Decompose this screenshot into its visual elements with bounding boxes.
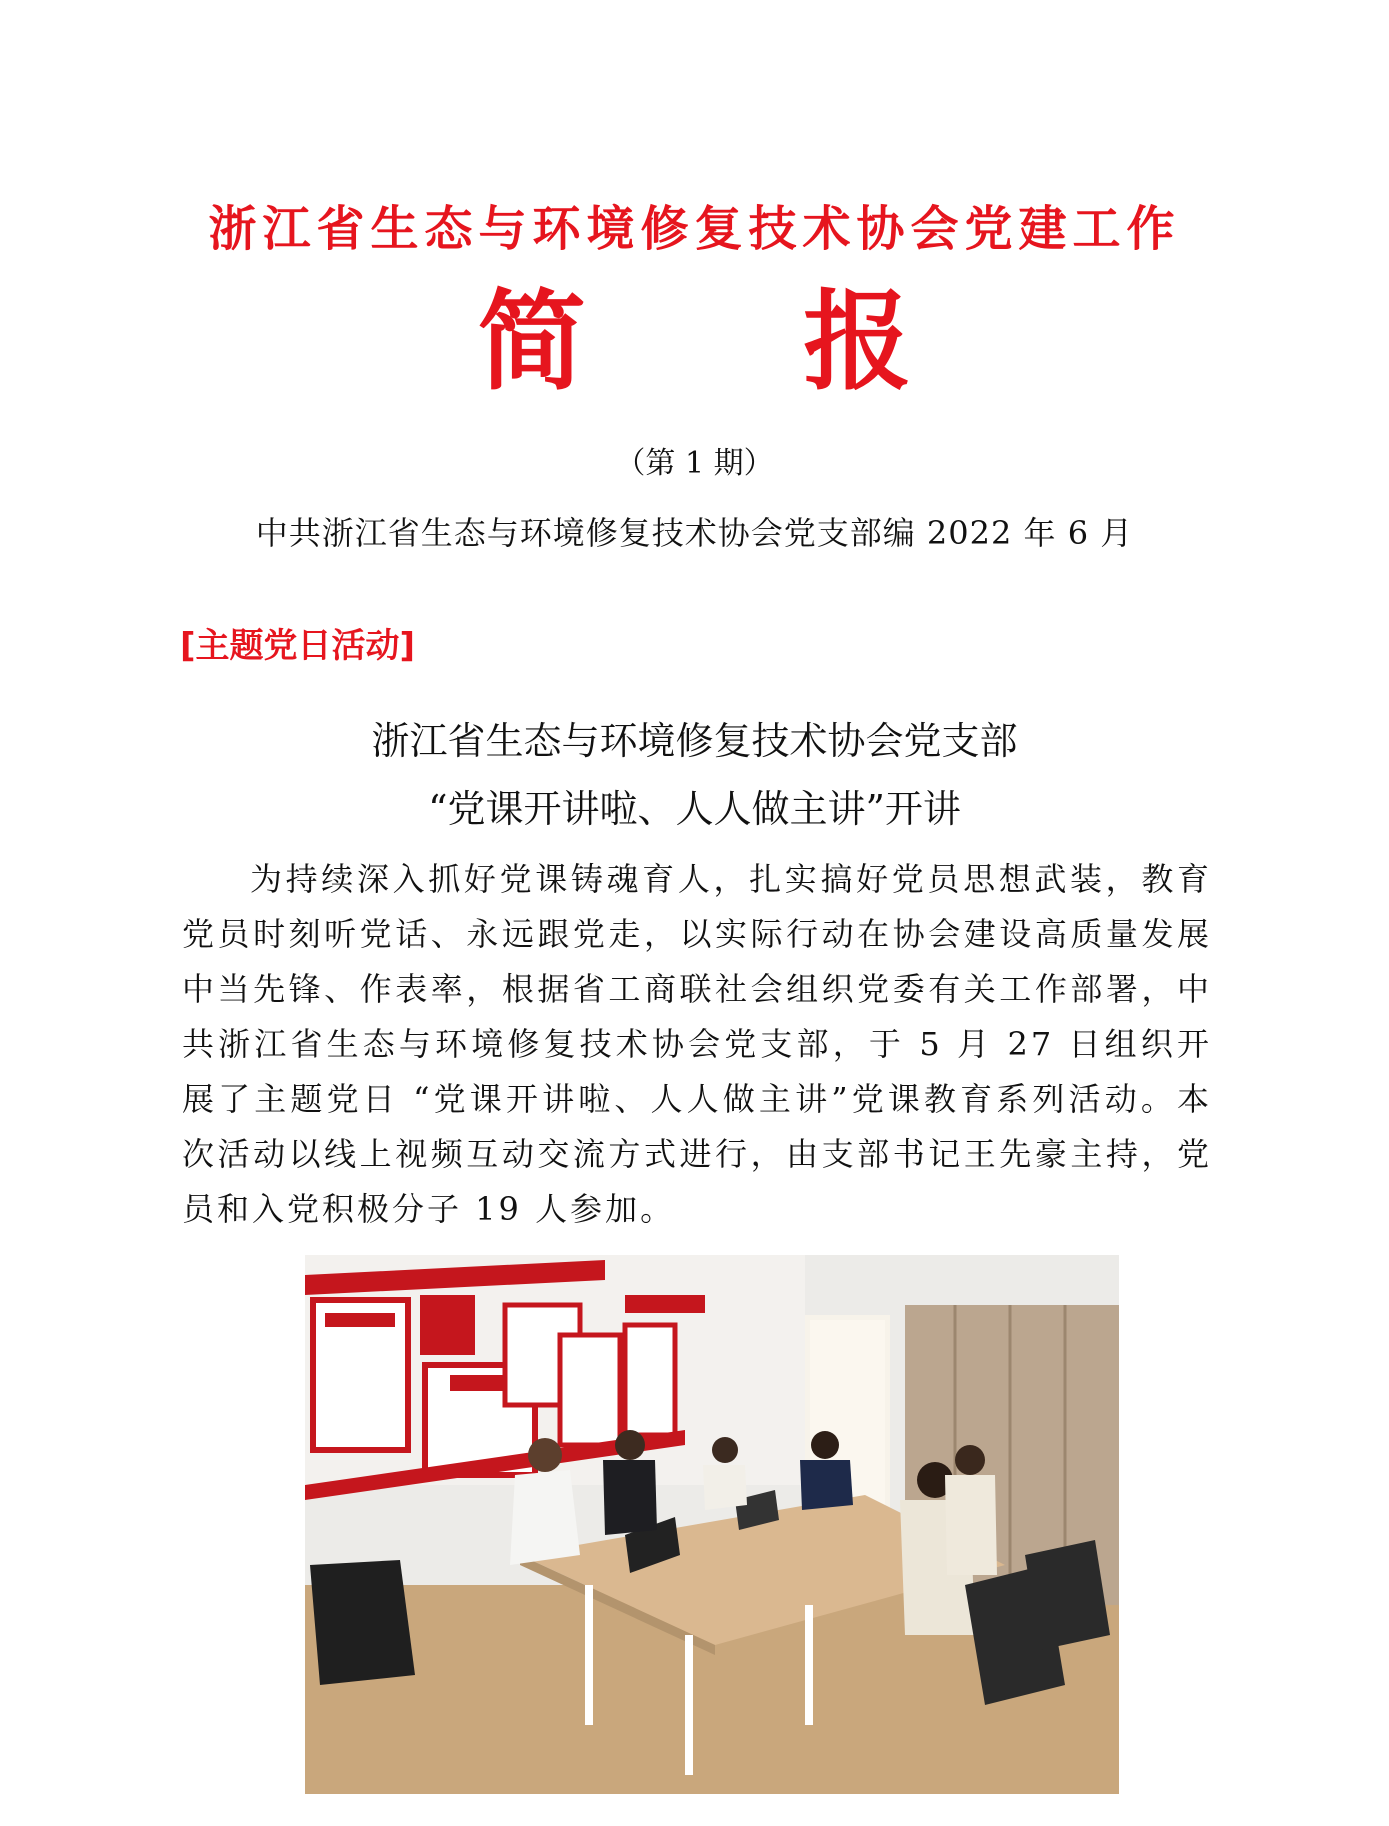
editor-line: 中共浙江省生态与环境修复技术协会党支部编 2022 年 6 月 — [255, 514, 1134, 552]
article-title-line2: “党课开讲啦、人人做主讲”开讲 — [428, 787, 961, 831]
issue-number: （第 1 期） — [615, 446, 774, 481]
article-paragraph: 为持续深入抓好党课铸魂育人，扎实搞好党员思想武装，教育党员时刻听党话、永远跟党走，以实际行动在协会建设高质量发展中当先锋、作表率，根据省工商联社会组织党委有关工作部署，中共浙江省生态与环境修复技术协会党支部，于 5 月 27 日组织开展了主题党日 “党课开讲啦、人人做主讲”党课教育系列活动。本次活动以线上视频互动交流方式进行，由支部书记王先豪主持，党员和入党积极分子 19 人参加。 — [182, 860, 1212, 1228]
section-tag: [主题党日活动] — [180, 626, 416, 666]
meeting-photo — [305, 1255, 1119, 1794]
article-title-line1: 浙江省生态与环境修复技术协会党支部 — [371, 719, 1018, 763]
org-title: 浙江省生态与环境修复技术协会党建工作 — [208, 201, 1181, 257]
bulletin-title: 简 报 — [477, 279, 1002, 405]
